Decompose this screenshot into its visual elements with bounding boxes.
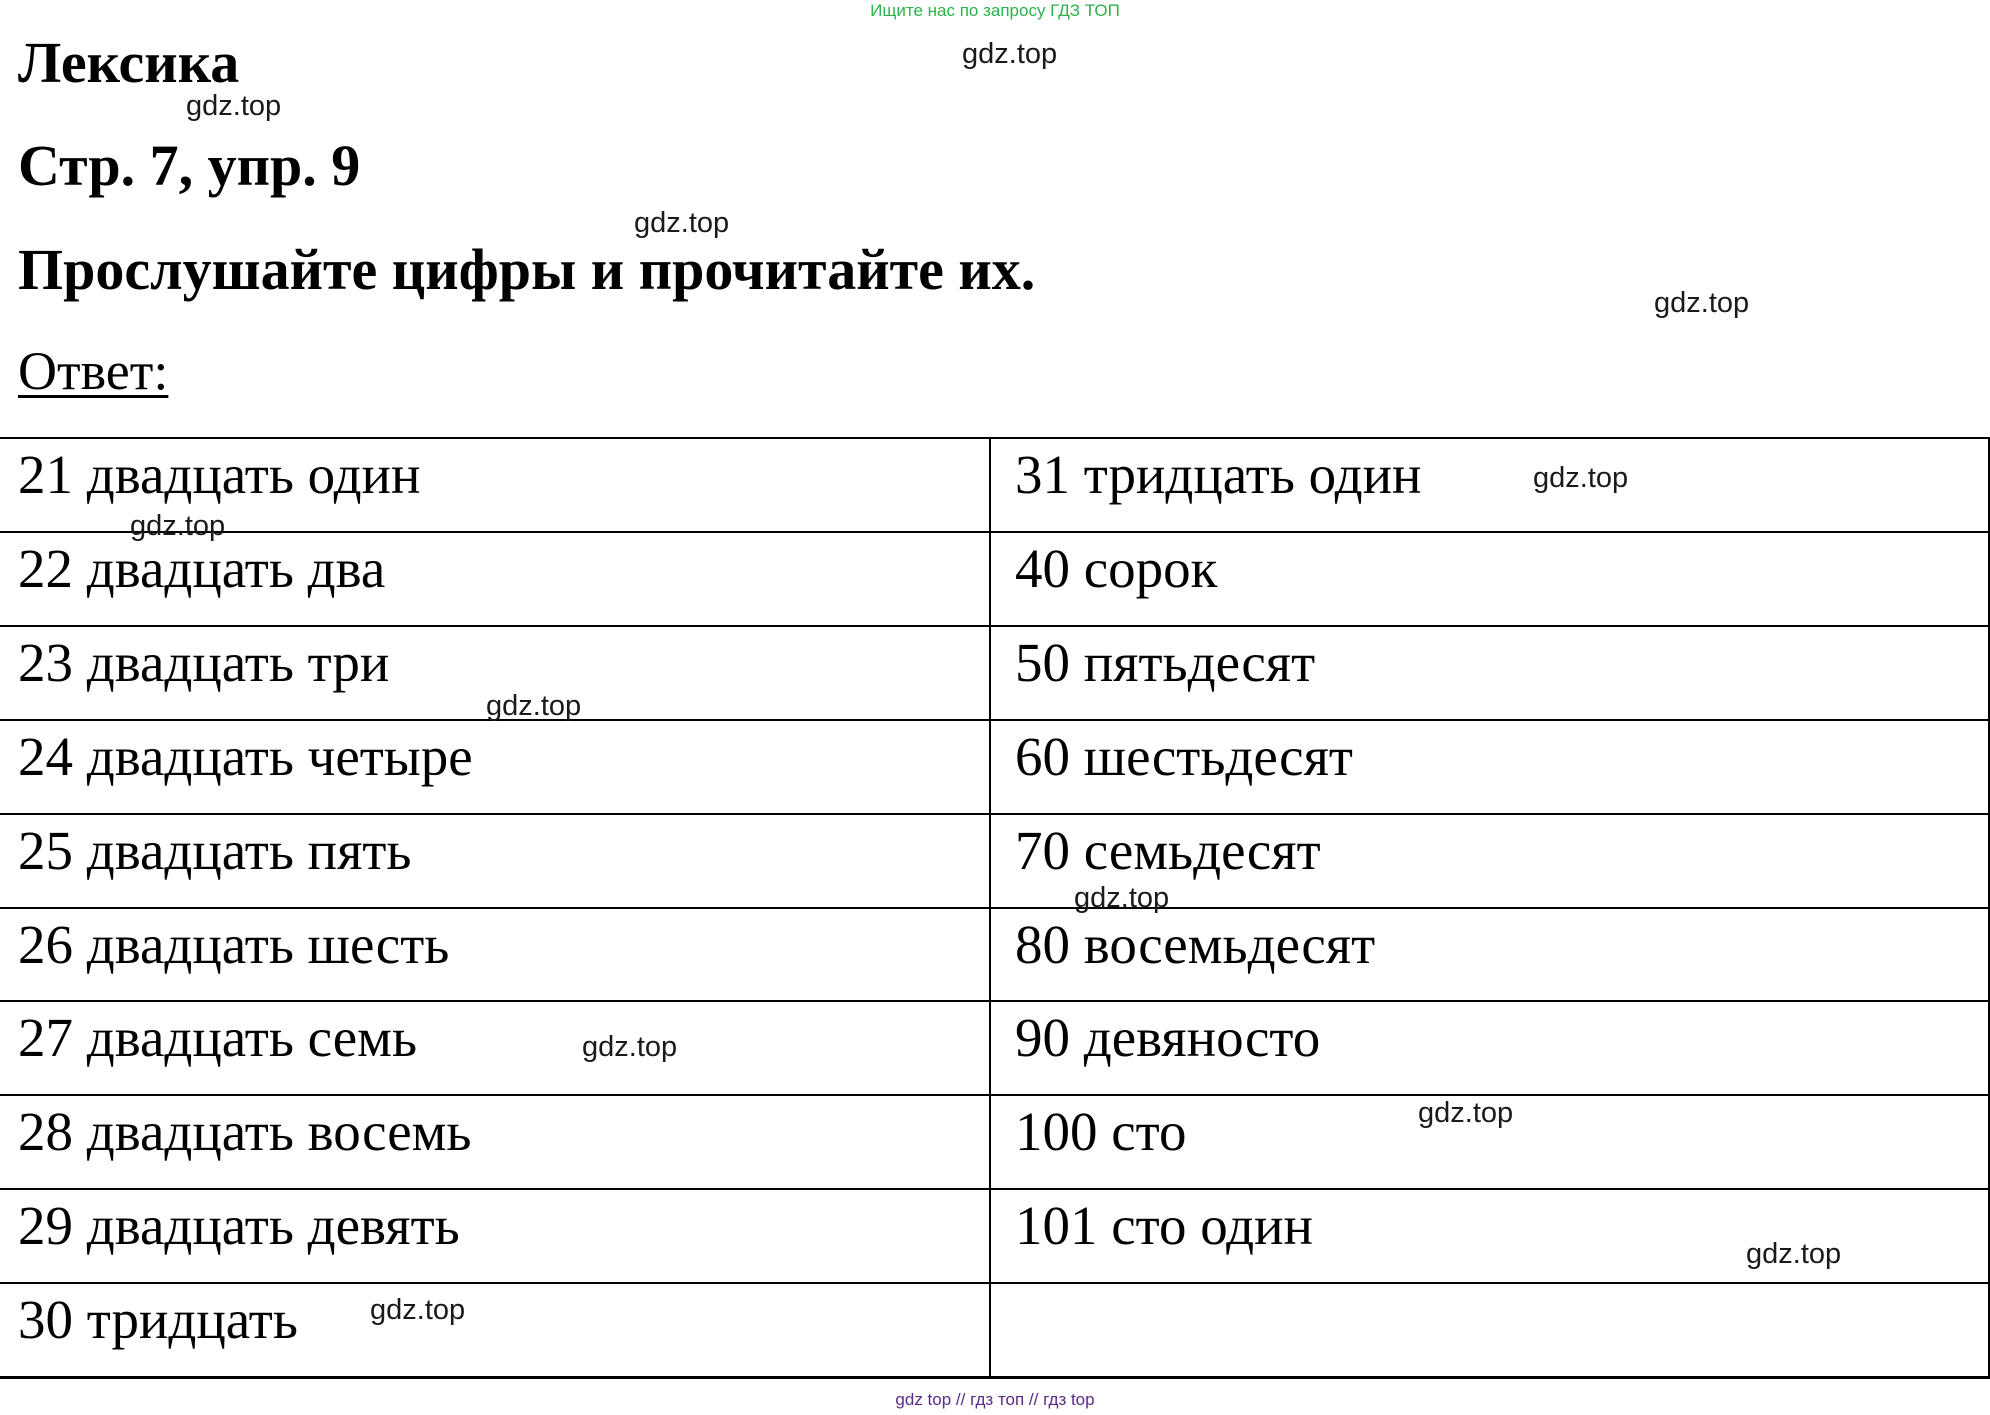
table-cell: 50 пятьдесят bbox=[991, 627, 1988, 721]
watermark: gdz.top bbox=[582, 1031, 678, 1063]
page-title: Лексика bbox=[18, 30, 240, 95]
top-banner: Ищите нас по запросу ГДЗ ТОП bbox=[870, 1, 1120, 20]
watermark: gdz.top bbox=[370, 1294, 466, 1326]
table-cell: 28 двадцать восемь bbox=[0, 1096, 989, 1190]
table-cell: 23 двадцать три bbox=[0, 627, 989, 721]
watermark: gdz.top bbox=[1746, 1238, 1842, 1270]
table-cell: 30 тридцать bbox=[18, 1289, 298, 1351]
watermark: gdz.top bbox=[486, 690, 582, 722]
watermark: gdz.top bbox=[1074, 882, 1170, 914]
table-cell: 26 двадцать шесть bbox=[0, 909, 989, 1003]
watermark: gdz.top bbox=[1418, 1097, 1514, 1129]
table-column-left bbox=[0, 439, 991, 1376]
table-cell: 60 шестьдесят bbox=[991, 721, 1988, 815]
table-cell: 100 сто bbox=[991, 1096, 1988, 1190]
table-cell: 25 двадцать пять bbox=[0, 815, 989, 909]
table-cell: 31 тридцать один bbox=[991, 439, 1988, 533]
table-cell: 22 двадцать два bbox=[0, 533, 989, 627]
table-cell: 21 двадцать один bbox=[0, 439, 989, 533]
table-cell bbox=[991, 1284, 1988, 1376]
watermark: gdz.top bbox=[1533, 462, 1629, 494]
footer: gdz top // гдз топ // гдз top bbox=[895, 1390, 1095, 1409]
answer-table bbox=[0, 437, 1990, 1379]
table-cell: 40 сорок bbox=[991, 533, 1988, 627]
table-cell: 80 восемьдесят bbox=[991, 909, 1988, 1003]
table-cell: 90 девяносто bbox=[991, 1002, 1988, 1096]
watermark: gdz.top bbox=[186, 90, 282, 122]
watermark: gdz.top bbox=[962, 38, 1058, 70]
table-cell: 27 двадцать семь bbox=[0, 1002, 989, 1096]
watermark: gdz.top bbox=[1654, 287, 1750, 319]
table-cell: 101 сто один bbox=[991, 1190, 1988, 1284]
watermark: gdz.top bbox=[130, 510, 226, 542]
exercise-reference: Стр. 7, упр. 9 bbox=[18, 133, 361, 198]
task-instruction: Прослушайте цифры и прочитайте их. bbox=[18, 237, 1036, 302]
table-cell: 70 семьдесят bbox=[991, 815, 1988, 909]
watermark: gdz.top bbox=[634, 207, 730, 239]
table-cell: 29 двадцать девять bbox=[0, 1190, 989, 1284]
table-cell: 24 двадцать четыре bbox=[0, 721, 989, 815]
answer-label: Ответ: bbox=[18, 341, 169, 401]
